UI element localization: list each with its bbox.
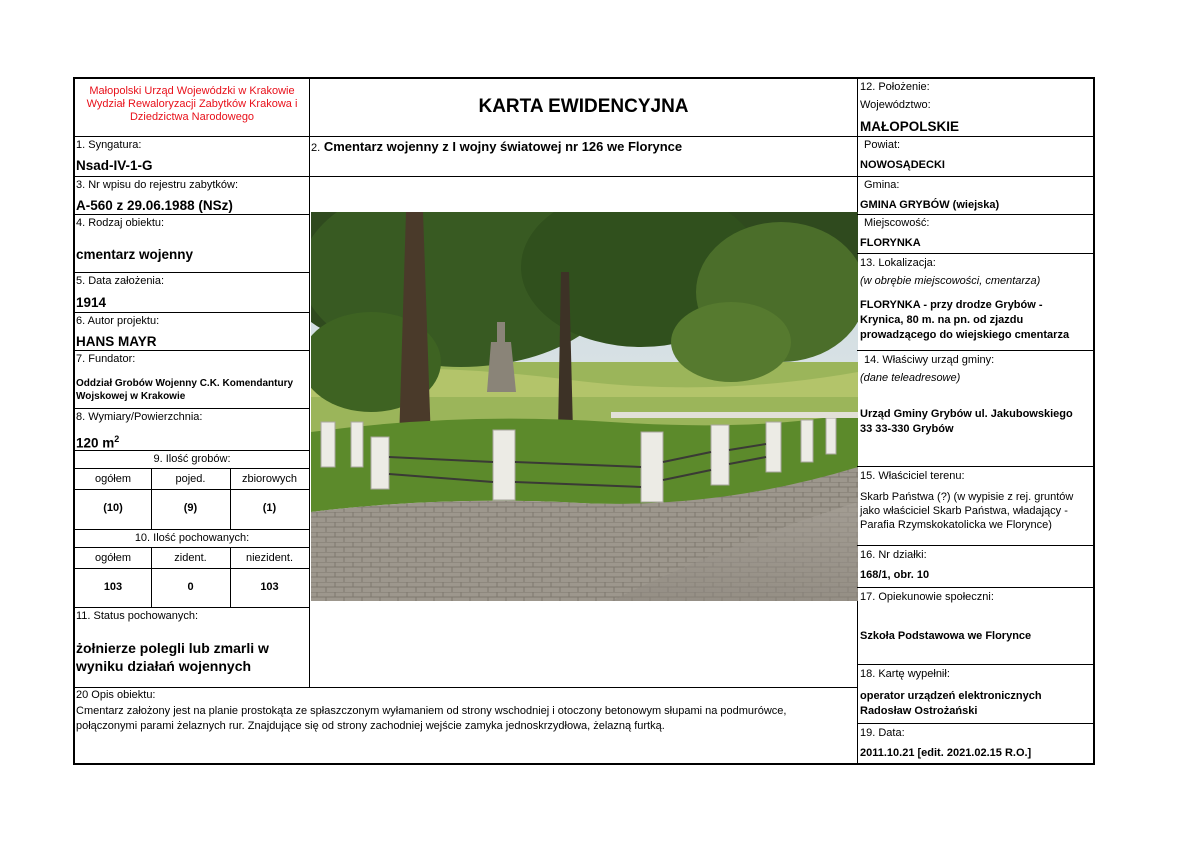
graves-header-collective: zbiorowych bbox=[241, 473, 298, 485]
row-line bbox=[75, 687, 310, 688]
buried-header-identified: zident. bbox=[174, 552, 207, 564]
powiat-label: Powiat: bbox=[864, 139, 901, 151]
row-line bbox=[857, 545, 1093, 546]
dzialka-label: 16. Nr działki: bbox=[860, 549, 927, 561]
row-line bbox=[857, 253, 1093, 254]
row-line bbox=[75, 408, 309, 409]
wlasciciel-value: Skarb Państwa (?) (w wypisie z rej. gruntów jako właściciel Skarb Państwa, władający - Parafia Rzymskokatolicka we Florynce) bbox=[860, 491, 1074, 531]
graves-total: (10) bbox=[103, 502, 123, 514]
wojewodztwo-value: MAŁOPOLSKIE bbox=[860, 119, 960, 134]
graves-collective: (1) bbox=[262, 502, 277, 514]
row-line bbox=[75, 607, 309, 608]
row-line bbox=[857, 136, 1093, 137]
opiekunowie-label: 17. Opiekunowie społeczni: bbox=[860, 591, 994, 603]
fundator-label: 7. Fundator: bbox=[76, 353, 136, 365]
urzad-value: Urząd Gminy Grybów ul. Jakubowskiego 33 33-330 Grybów bbox=[860, 408, 1073, 435]
wypelnil-label: 18. Kartę wypełnił: bbox=[860, 668, 950, 680]
row-line bbox=[857, 466, 1093, 467]
row-line bbox=[75, 568, 309, 569]
row-line bbox=[857, 214, 1093, 215]
dzialka-value: 168/1, obr. 10 bbox=[860, 569, 930, 581]
wlasciciel-label: 15. Właściciel terenu: bbox=[860, 470, 965, 482]
col-line bbox=[151, 547, 152, 607]
data-wypelnienia-label: 19. Data: bbox=[860, 727, 905, 739]
nr-wpisu-label: 3. Nr wpisu do rejestru zabytków: bbox=[76, 179, 239, 191]
nr-wpisu-value: A-560 z 29.06.1988 (NSz) bbox=[76, 198, 233, 213]
status-label: 11. Status pochowanych: bbox=[76, 610, 199, 622]
gmina-value: GMINA GRYBÓW (wiejska) bbox=[860, 199, 1000, 211]
institution-name: Małopolski Urząd Wojewódzki w Krakowie Wydział Rewaloryzacji Zabytków Krakowa i Dziedzictwa Narodowego bbox=[86, 85, 298, 123]
row-line bbox=[75, 312, 309, 313]
row-line bbox=[75, 489, 309, 490]
gmina-label: Gmina: bbox=[864, 179, 900, 191]
row-line bbox=[75, 350, 309, 351]
data-zalozenia-label: 5. Data założenia: bbox=[76, 275, 165, 287]
description-text: Cmentarz założony jest na planie prostokąta ze spłaszczonym wyłamaniem od strony wschodniej i otoczony betonowym słupami na podmurówce, połączonymi parami żelaznych rur. Znajdujące się od strony zachodniej wejście zamyka jednoskrzydłowa, żelazną furtką. bbox=[76, 705, 787, 732]
buried-identified: 0 bbox=[187, 581, 194, 593]
sygnatura-label: 1. Syngatura: bbox=[76, 139, 142, 151]
wypelnil-value: operator urządzeń elektronicznych Radosław Ostrożański bbox=[860, 690, 1042, 717]
row-line bbox=[857, 664, 1093, 665]
graves-label: 9. Ilość grobów: bbox=[153, 453, 231, 465]
row-line bbox=[857, 587, 1093, 588]
buried-unidentified: 103 bbox=[260, 581, 279, 593]
col-line bbox=[230, 547, 231, 607]
graves-header-single: pojed. bbox=[175, 473, 206, 485]
card-title: KARTA EWIDENCYJNA bbox=[478, 96, 689, 117]
row-line bbox=[75, 529, 309, 530]
data-wypelnienia-value: 2011.10.21 [edit. 2021.02.15 R.O.] bbox=[860, 747, 1032, 759]
autor-value: HANS MAYR bbox=[76, 334, 157, 349]
buried-label: 10. Ilość pochowanych: bbox=[134, 532, 250, 544]
buried-header-unidentified: niezident. bbox=[245, 552, 294, 564]
polozenie-label: 12. Położenie: bbox=[860, 81, 930, 93]
opiekunowie-value: Szkoła Podstawowa we Florynce bbox=[860, 630, 1032, 642]
row-line bbox=[75, 214, 309, 215]
wymiary-value: 120 $m^2$ bbox=[76, 434, 120, 451]
description-label: 20 Opis obiektu: bbox=[76, 689, 156, 701]
lokalizacja-note: (w obrębie miejscowości, cmentarza) bbox=[860, 275, 1041, 287]
row-line bbox=[857, 350, 1093, 351]
fundator-value: Oddział Grobów Wojenny C.K. Komendantury Wojskowej w Krakowie bbox=[76, 378, 294, 402]
header-bottom-line bbox=[75, 136, 857, 137]
urzad-label: 14. Właściwy urząd gminy: bbox=[864, 354, 995, 366]
miejscowosc-value: FLORYNKA bbox=[860, 237, 921, 249]
row-line bbox=[75, 468, 309, 469]
data-zalozenia-value: 1914 bbox=[76, 295, 107, 310]
graves-single: (9) bbox=[183, 502, 198, 514]
graves-header-total: ogółem bbox=[94, 473, 132, 485]
lokalizacja-label: 13. Lokalizacja: bbox=[860, 257, 936, 269]
col-line bbox=[151, 468, 152, 529]
cemetery-photo bbox=[311, 212, 858, 601]
row-line bbox=[75, 272, 309, 273]
urzad-note: (dane teleadresowe) bbox=[860, 372, 961, 384]
row-line bbox=[75, 176, 309, 177]
row-line bbox=[857, 176, 1093, 177]
rodzaj-value: cmentarz wojenny bbox=[76, 247, 194, 262]
sygnatura-value: Nsad-IV-1-G bbox=[76, 158, 153, 173]
row-line bbox=[75, 450, 309, 451]
status-value: żołnierze polegli lub zmarli w wyniku działań wojennych bbox=[76, 640, 269, 674]
divider-left bbox=[309, 79, 310, 687]
rodzaj-label: 4. Rodzaj obiektu: bbox=[76, 217, 165, 229]
lokalizacja-value: FLORYNKA - przy drodze Grybów - Krynica, 80 m. na pn. od zjazdu prowadzącego do wiejskiego cmentarza bbox=[860, 299, 1070, 341]
col-line bbox=[230, 468, 231, 529]
row-line bbox=[310, 687, 857, 688]
row-line bbox=[857, 723, 1093, 724]
object-name: 2. Cmentarz wojenny z I wojny światowej nr 126 we Florynce bbox=[311, 139, 683, 154]
row-line bbox=[310, 176, 857, 177]
miejscowosc-label: Miejscowość: bbox=[864, 217, 930, 229]
autor-label: 6. Autor projektu: bbox=[76, 315, 160, 327]
row-line bbox=[75, 547, 309, 548]
buried-total: 103 bbox=[103, 581, 123, 593]
powiat-value: NOWOSĄDECKI bbox=[860, 159, 945, 171]
buried-header-total: ogółem bbox=[94, 552, 132, 564]
wymiary-label: 8. Wymiary/Powierzchnia: bbox=[76, 411, 203, 423]
wojewodztwo-label: Województwo: bbox=[860, 99, 931, 111]
